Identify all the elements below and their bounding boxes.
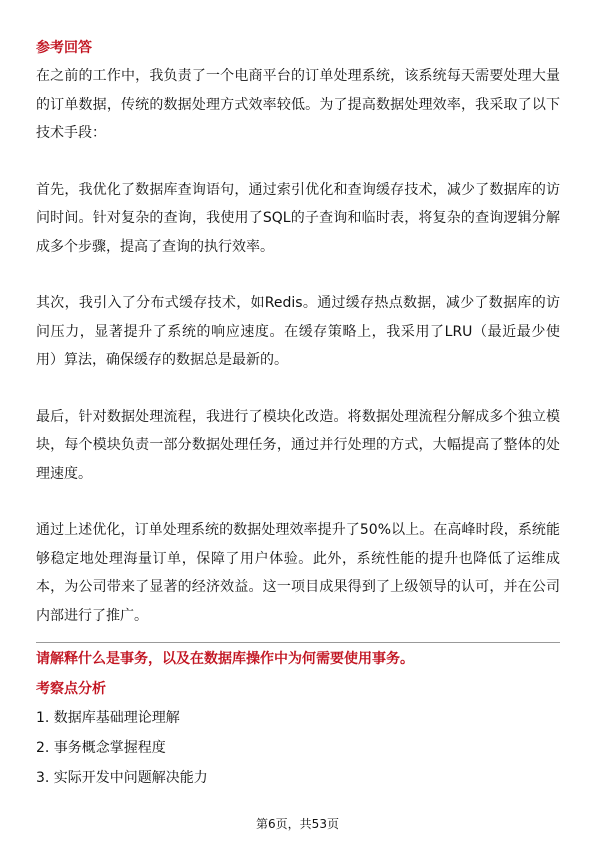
analysis-heading: 考察点分析 bbox=[36, 681, 106, 697]
analysis-list bbox=[36, 703, 560, 793]
answer-paragraph-3: 其次，我引入了分布式缓存技术，如Redis。通过缓存热点数据，减少了数据库的访问压力，显著提升了系统的响应速度。在缓存策略上，我采用了LRU（最近最少使用）算法，确保缓存的数据总是最新的。 bbox=[36, 295, 560, 368]
answer-paragraph-4: 最后，针对数据处理流程，我进行了模块化改造。将数据处理流程分解成多个独立模块，每个模块负责一部分数据处理任务，通过并行处理的方式，大幅提高了整体的处理速度。 bbox=[36, 408, 560, 482]
question-heading: 请解释什么是事务，以及在数据库操作中为何需要使用事务。 bbox=[36, 651, 414, 667]
page-content bbox=[36, 36, 560, 793]
page-footer: 第6页，共53页 bbox=[256, 817, 339, 831]
answer-paragraph-2: 首先，我优化了数据库查询语句，通过索引优化和查询缓存技术，减少了数据库的访问时间。针对复杂的查询，我使用了SQL的子查询和临时表，将复杂的查询逻辑分解成多个步骤，提高了查询的执行效率。 bbox=[36, 181, 560, 255]
answer-paragraph-1: 在之前的工作中，我负责了一个电商平台的订单处理系统，该系统每天需要处理大量的订单数据，传统的数据处理方式效率较低。为了提高数据处理效率，我采取了以下技术手段： bbox=[36, 68, 560, 141]
answer-heading: 参考回答 bbox=[36, 40, 92, 56]
paragraph-gap bbox=[36, 148, 560, 176]
list-item: 3. 实际开发中问题解决能力 bbox=[36, 770, 208, 786]
paragraph-gap bbox=[36, 261, 560, 289]
section-divider bbox=[36, 642, 560, 643]
paragraph-gap bbox=[36, 375, 560, 403]
list-item: 1. 数据库基础理论理解 bbox=[36, 710, 180, 726]
paragraph-gap bbox=[36, 488, 560, 516]
answer-paragraph-5: 通过上述优化，订单处理系统的数据处理效率提升了50%以上。在高峰时段，系统能够稳定地处理海量订单，保障了用户体验。此外，系统性能的提升也降低了运维成本，为公司带来了显著的经济效益。这一项目成果得到了上级领导的认可，并在公司内部进行了推广。 bbox=[36, 522, 560, 624]
list-item: 2. 事务概念掌握程度 bbox=[36, 740, 166, 756]
